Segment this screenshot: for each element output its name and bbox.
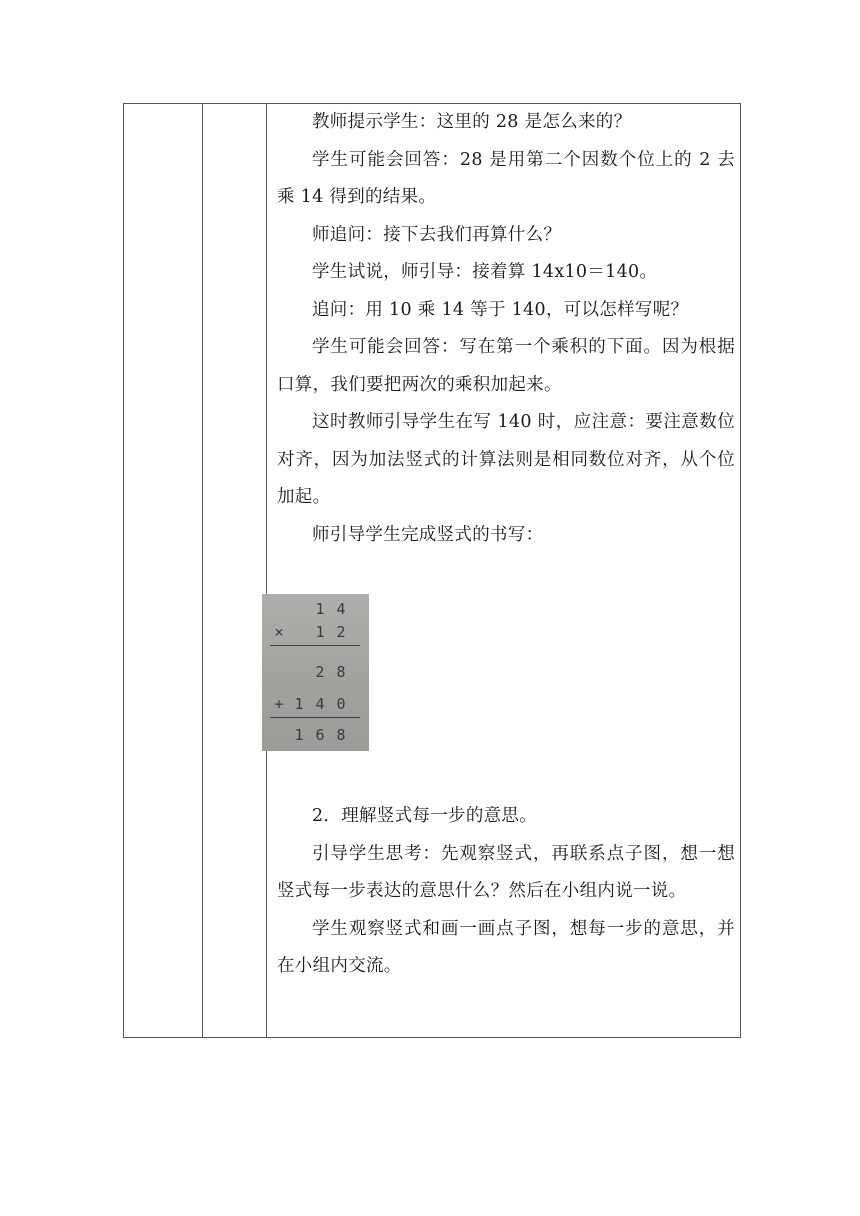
calc-line-1 [270,645,360,646]
column-divider-2 [266,104,267,1037]
column-divider-1 [202,104,203,1037]
calc-row-multiplier [262,621,369,643]
paragraph-block-1 [277,104,735,554]
calc-digit: 6 [315,726,325,744]
calc-row-partial-1 [262,661,369,683]
calc-digit: 0 [336,695,346,713]
paragraph-student-try: 学生试说，师引导：接着算 14x10＝140。 [312,262,658,282]
calc-digit: 2 [315,663,325,681]
calc-digit: 4 [336,600,346,618]
calc-digit: 8 [336,663,346,681]
calc-digit: 1 [294,695,304,713]
paragraph-complete-calc: 师引导学生完成竖式的书写： [312,524,544,545]
calc-digit: 2 [336,623,346,641]
calc-line-2 [270,717,360,718]
plus-sign: + [274,695,284,713]
paragraph-student-answer-below: 学生可能会回答：写在第一个乘积的下面。因为根据口算，我们要把两次的乘积加起来。 [277,337,735,395]
paragraph-alignment-note: 这时教师引导学生在写 140 时，应注意：要注意数位对齐，因为加法竖式的计算法则是相同数位对齐，从个位加起。 [277,412,735,507]
lesson-table [123,103,741,1038]
paragraph-teacher-followup: 师追问：接下去我们再算什么？ [312,224,562,245]
calc-digit: 1 [294,726,304,744]
paragraph-block-2 [277,798,735,986]
paragraph-followup-140: 追问：用 10 乘 14 等于 140，可以怎样写呢？ [312,299,689,320]
calc-row-result [262,724,369,746]
calc-row-partial-2 [262,693,369,715]
calc-digit: 1 [315,600,325,618]
paragraph-observe-discuss: 学生观察竖式和画一画点子图，想每一步的意思，并在小组内交流。 [277,918,735,976]
vertical-multiplication-image [262,594,369,751]
paragraph-student-answer-28: 学生可能会回答：28 是用第二个因数个位上的 2 去乘 14 得到的结果。 [277,149,735,207]
calc-digit: 4 [315,695,325,713]
calc-digit: 8 [336,726,346,744]
section-2-heading: 2．理解竖式每一步的意思。 [312,806,538,826]
content-cell [277,104,735,1037]
calc-digit: 1 [315,623,325,641]
calc-row-multiplicand [262,598,369,620]
multiply-sign: × [274,623,284,641]
paragraph-teacher-hint: 教师提示学生：这里的 28 是怎么来的？ [312,112,632,132]
paragraph-think-guide: 引导学生思考：先观察竖式，再联系点子图，想一想竖式每一步表达的意思什么？然后在小组内说一说。 [277,843,735,901]
